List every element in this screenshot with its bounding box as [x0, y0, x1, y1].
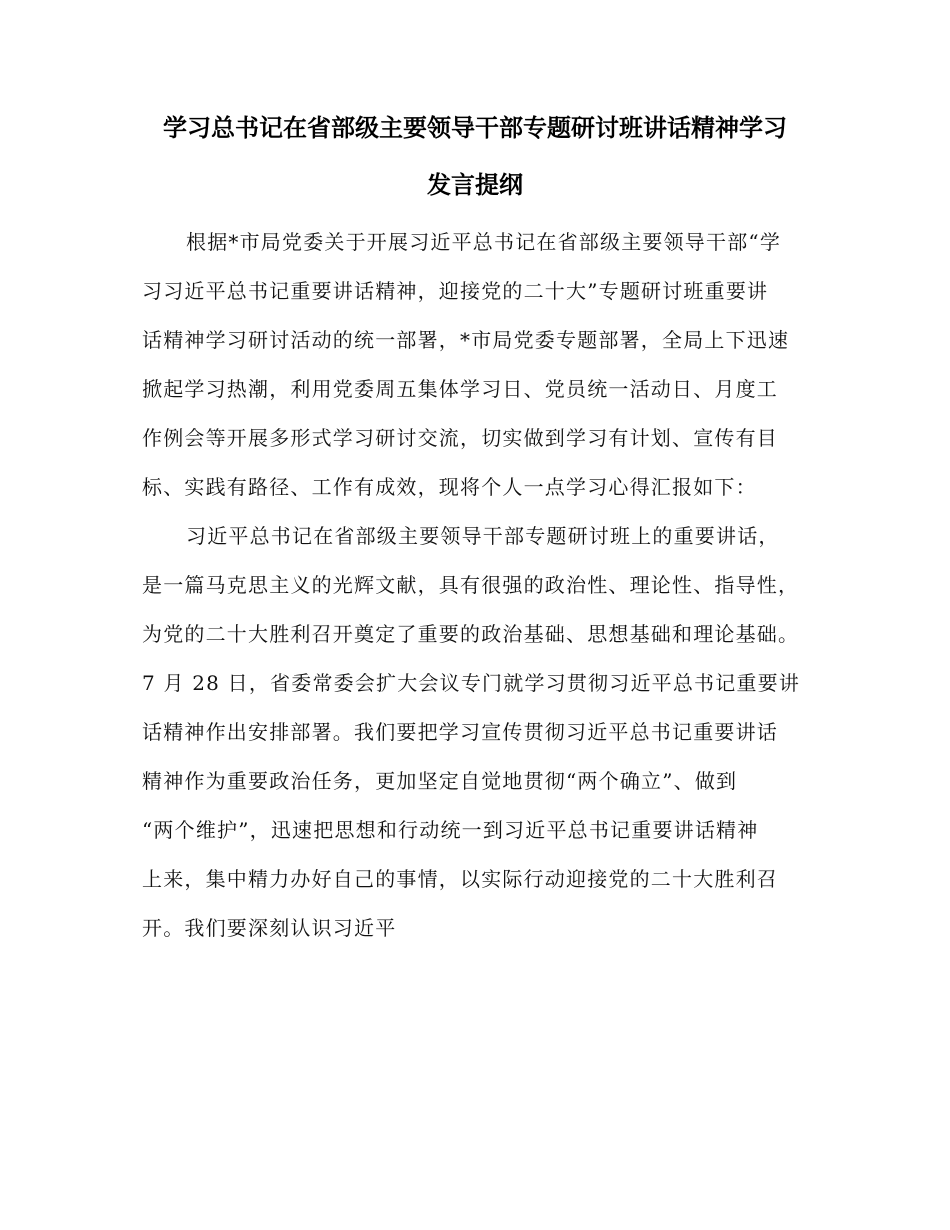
paragraph-2-line-5: 话精神作出安排部署。我们要把学习宣传贯彻习近平总书记重要讲话: [142, 720, 778, 744]
paragraph-2: [142, 512, 802, 953]
paragraph-1-line-4: 掀起学习热潮，利用党委周五集体学习日、党员统一活动日、月度工: [142, 377, 778, 401]
document-title-line-1: 学习总书记在省部级主要领导干部专题研讨班讲话精神学习: [163, 114, 787, 142]
paragraph-2-line-8: 上来，集中精力办好自己的事情，以实际行动迎接党的二十大胜利召: [142, 867, 778, 891]
paragraph-1-line-1: 根据*市局党委关于开展习近平总书记在省部级主要领导干部“学: [186, 230, 782, 254]
document-title-line-2: 发言提纲: [427, 171, 523, 199]
paragraph-2-line-1: 习近平总书记在省部级主要领导干部专题研讨班上的重要讲话，: [186, 524, 780, 548]
paragraph-1-line-3: 话精神学习研讨活动的统一部署，*市局党委专题部署，全局上下迅速: [142, 328, 790, 352]
paragraph-2-line-3: 为党的二十大胜利召开奠定了重要的政治基础、思想基础和理论基础。: [142, 622, 800, 646]
paragraph-2-line-6: 精神作为重要政治任务，更加坚定自觉地贯彻“两个确立”、做到: [142, 769, 738, 793]
paragraph-2-line-7: “两个维护”，迅速把思想和行动统一到习近平总书记重要讲话精神: [142, 818, 759, 842]
paragraph-1-line-5: 作例会等开展多形式学习研讨交流，切实做到学习有计划、宣传有目: [142, 426, 778, 450]
paragraph-2-line-4: 7 月 28 日，省委常委会扩大会议专门就学习贯彻习近平总书记重要讲: [142, 671, 801, 695]
paragraph-1-line-6: 标、实践有路径、工作有成效，现将个人一点学习心得汇报如下：: [142, 475, 757, 499]
paragraph-2-line-9: 开。我们要深刻认识习近平: [142, 916, 397, 940]
paragraph-2-line-2: 是一篇马克思主义的光辉文献，具有很强的政治性、理论性、指导性，: [142, 573, 800, 597]
paragraph-1-line-2: 习习近平总书记重要讲话精神，迎接党的二十大”专题研讨班重要讲: [142, 279, 769, 303]
paragraph-1: [142, 218, 802, 512]
